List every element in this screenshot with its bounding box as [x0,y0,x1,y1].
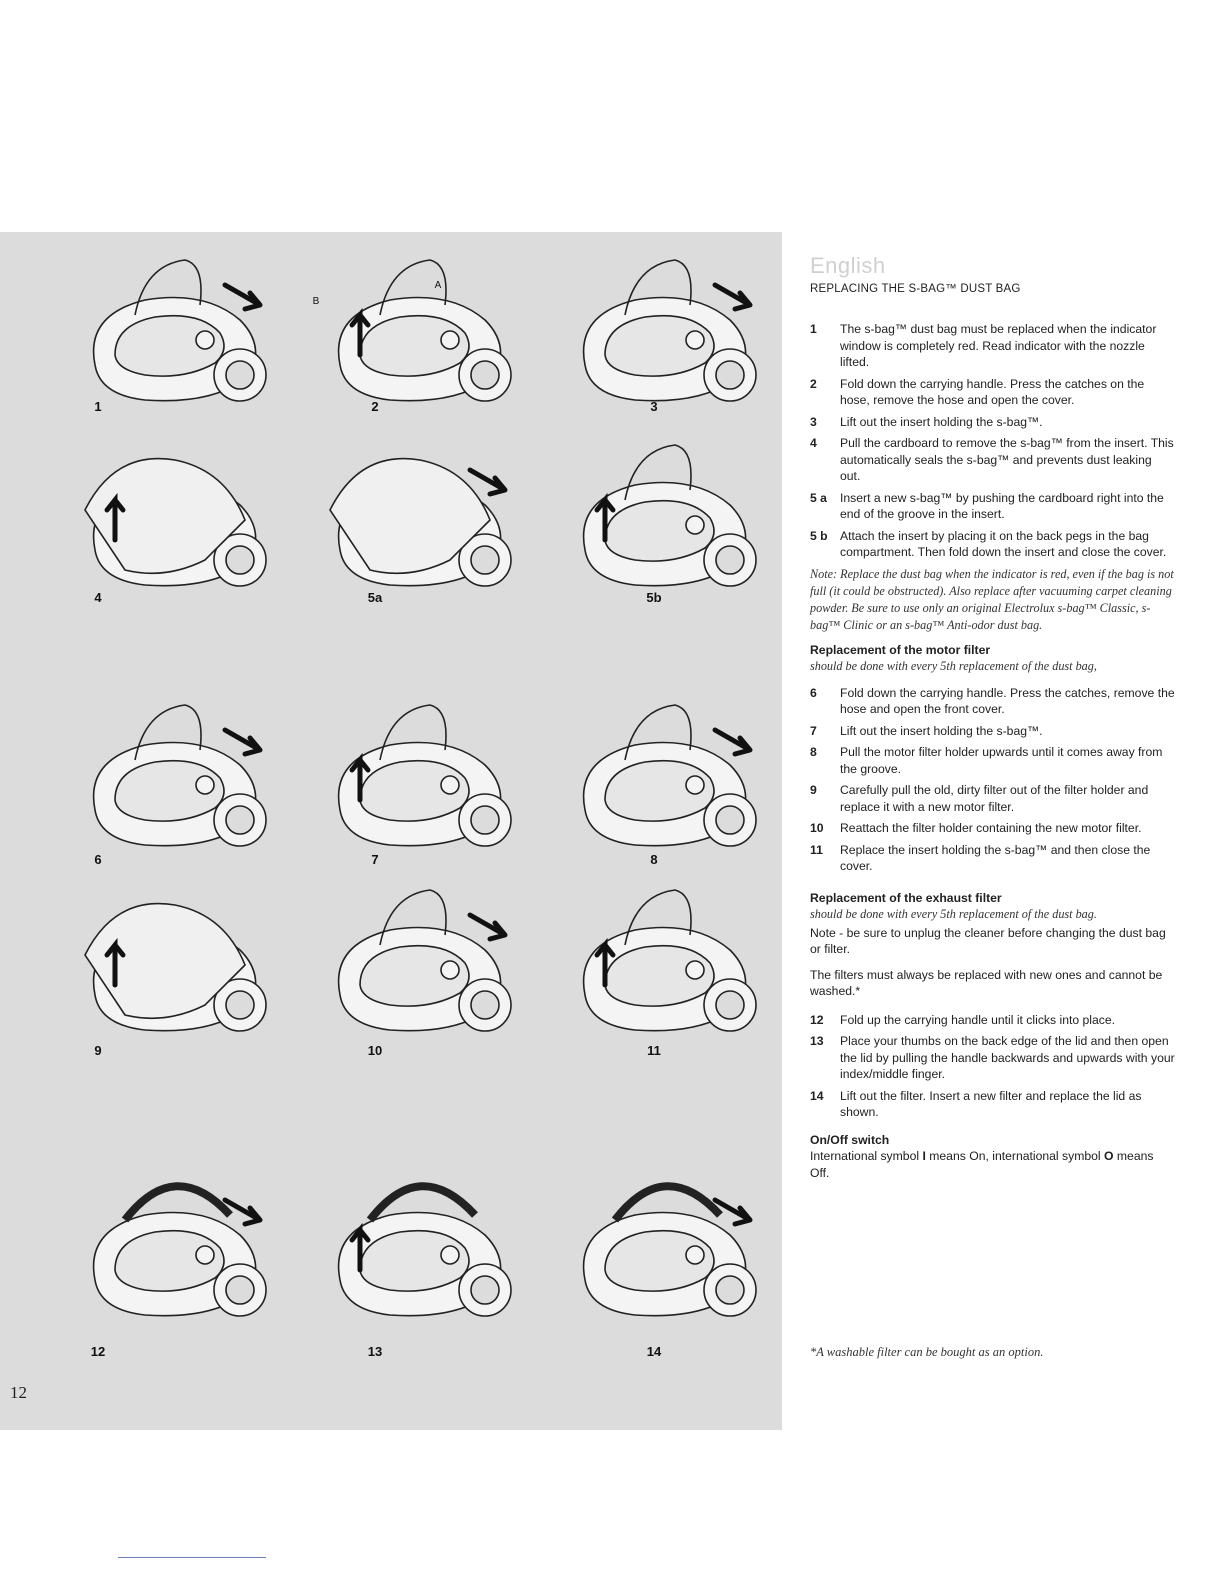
step-number: 5 a [810,490,827,505]
callout-b: B [312,296,320,307]
callout-a: A [434,280,442,291]
step-item [810,435,1175,485]
figure-illustration [300,1160,540,1350]
step-number: 7 [810,723,817,738]
step-text: Lift out the insert holding the s-bag™. [840,723,1043,738]
figure-number: 5a [367,590,383,605]
onoff-heading: On/Off switch [810,1132,890,1147]
figure-illustration [545,875,785,1065]
on-symbol: I [922,1149,926,1163]
step-number: 1 [810,322,817,336]
onoff-text-part: International symbol [810,1149,923,1163]
step-text: Lift out the filter. Insert a new filter and replace the lid as shown. [840,1088,1142,1119]
figure-illustration [300,430,540,620]
step-text: Pull the motor filter holder upwards until it comes away from the groove. [840,745,1163,776]
onoff-text [810,1148,1175,1181]
figure-number: 5b [646,590,662,605]
step-text: Attach the insert by placing it on the back pegs in the bag compartment. Then fold down the insert and close the cover. [840,528,1167,559]
step-number: 10 [810,821,824,835]
figure-number: 13 [367,1344,383,1359]
bag-steps [810,321,1175,561]
step-number: 5 b [810,528,828,543]
figure-number: 8 [650,852,658,867]
step-text: Fold up the carrying handle until it clicks into place. [840,1012,1116,1027]
step-number: 4 [810,436,817,450]
step-number: 3 [810,414,817,429]
bag-note: Note: Replace the dust bag when the indicator is red, even if the bag is not full (it could be obstructed). Also replace after vacuuming carpet cleaning powder. Be sure to use only an original Electrolux s-bag™ Classic, s-bag™ Clinic or an s-bag™ Anti-odor dust bag. [810,566,1174,632]
step-item [810,820,1175,837]
page-title: REPLACING THE S-BAG™ DUST BAG [810,282,1021,295]
step-text: Carefully pull the old, dirty filter out of the filter holder and replace it with a new motor filter. [840,783,1149,814]
exhaust-note-replace: The filters must always be replaced with new ones and cannot be washed.* [810,967,1163,998]
step-text: Lift out the insert holding the s-bag™. [840,414,1043,429]
onoff-text-part: means Off. [810,1149,1154,1180]
language-heading: English [810,253,886,278]
page-number: 12 [10,1383,27,1402]
exhaust-note-unplug: Note - be sure to unplug the cleaner before changing the dust bag or filter. [810,925,1166,956]
figure-number: 6 [94,852,102,867]
motor-filter-steps [810,685,1175,875]
step-item [810,528,1175,561]
figure-illustration [55,875,295,1065]
figure-illustration [545,1160,785,1350]
exhaust-filter-subheading: should be done with every 5th replacement of the dust bag. [810,907,1097,921]
figure-number: 4 [94,590,102,605]
figure-number: 10 [367,1043,383,1058]
step-item [810,1088,1175,1121]
figure-illustration [300,245,540,435]
step-item [810,321,1175,371]
step-text: Place your thumbs on the back edge of the lid and then open the lid by pulling the handle backwards and upwards with your index/middle finger. [840,1034,1175,1081]
footnote: *A washable filter can be bought as an option. [810,1345,1044,1359]
off-symbol: O [1104,1149,1114,1163]
step-number: 2 [810,376,817,391]
figure-number: 9 [94,1043,102,1058]
motor-filter-subheading: should be done with every 5th replacement of the dust bag, [810,659,1097,673]
bottom-rule [118,1557,266,1558]
step-text: Reattach the filter holder containing the new motor filter. [840,821,1142,835]
exhaust-filter-heading: Replacement of the exhaust filter [810,890,1002,905]
motor-filter-heading: Replacement of the motor filter [810,642,991,657]
step-text: The s-bag™ dust bag must be replaced when the indicator window is completely red. Read indicator with the nozzle lifted. [840,322,1157,369]
figure-number: 12 [90,1344,106,1359]
step-number: 13 [810,1034,824,1048]
step-item [810,414,1175,431]
figure-number: 11 [647,1043,661,1058]
figure-number: 1 [94,399,102,414]
step-number: 8 [810,745,817,759]
step-text: Insert a new s-bag™ by pushing the cardboard right into the end of the groove in the insert. [840,490,1164,521]
exhaust-filter-steps [810,1012,1175,1121]
step-item [810,723,1175,740]
step-text: Fold down the carrying handle. Press the catches, remove the hose and open the front cover. [840,685,1175,716]
step-item [810,685,1175,718]
step-item [810,782,1175,815]
step-number: 6 [810,685,817,700]
figure-number: 7 [371,852,379,867]
figure-illustration [300,690,540,880]
figure-illustration [300,875,540,1065]
figure-number: 3 [650,399,658,414]
figure-number: 2 [371,399,379,414]
step-number: 14 [810,1088,824,1103]
step-item [810,842,1175,875]
onoff-text-part: means On, international symbol [925,1149,1105,1163]
step-text: Pull the cardboard to remove the s-bag™ from the insert. This automatically seals the s-bag™ and prevents dust leaking out. [840,436,1174,483]
step-text: Fold down the carrying handle. Press the catches on the hose, remove the hose and open the cover. [840,376,1145,407]
step-item [810,490,1175,523]
instruction-column [810,253,1175,1190]
figure-illustration [55,1160,295,1350]
step-item [810,1033,1175,1083]
step-number: 9 [810,783,817,797]
figure-number: 14 [646,1344,662,1359]
step-item [810,1012,1175,1029]
step-number: 11 [810,842,823,857]
step-item [810,376,1175,409]
step-item [810,744,1175,777]
step-text: Replace the insert holding the s-bag™ and then close the cover. [840,842,1151,873]
step-number: 12 [810,1012,824,1027]
